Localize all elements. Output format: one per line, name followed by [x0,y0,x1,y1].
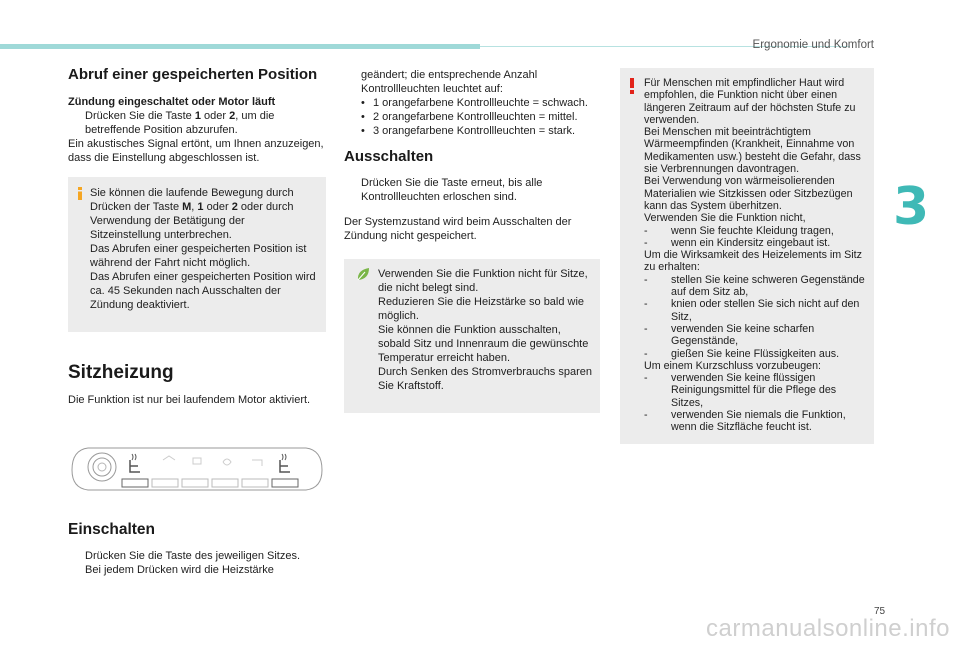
signal-text: Ein akustisches Signal ertönt, um Ihnen anzuzeigen, dass die Einstellung abgeschlossen ist. [68,138,324,164]
top-accent-bar [0,44,480,49]
section-title: Ergonomie und Komfort [752,39,874,51]
warning-list-item: - verwenden Sie keine flüssigen Reinigungsmittel für die Pflege des Sitzes, [644,372,837,409]
warning-text-4: Verwenden Sie die Funktion nicht, [644,212,806,225]
column-right [620,68,874,444]
info-icon [76,187,84,200]
page-number: 75 [874,606,886,617]
warning-text-5: Um die Wirksamkeit des Heizelements im Sitz zu erhalten: [644,249,862,274]
step-switch-off: Drücken Sie die Taste erneut, bis alle Kontrollleuchten erloschen sind. [361,177,543,203]
condition-text: Zündung eingeschaltet oder Motor läuft [68,96,276,108]
info-text-1: Sie können die laufende Bewegung durch Drücken der Taste M, 1 oder 2 oder durch Verwendung der Betätigung der Sitzeinstellung unterbrechen. [90,187,294,241]
intro-text: Die Funktion ist nur bei laufendem Motor aktiviert. [68,394,311,406]
warning-list-item: - wenn ein Kindersitz eingebaut ist. [644,236,831,249]
warning-list-item: - knien oder stellen Sie sich nicht auf den Sitz, [644,298,860,323]
step-recall: Drücken Sie die Taste 1 oder 2, um die betreffende Position abzurufen. [85,110,275,136]
warning-list-item: - gießen Sie keine Flüssigkeiten aus. [644,347,840,360]
level-item: • 1 orangefarbene Kontrollleuchte = schwach. [361,97,588,109]
warning-list-item: - stellen Sie keine schweren Gegenstände auf dem Sitz ab, [644,273,865,299]
column-middle [344,68,600,413]
warning-text-6: Um einem Kurzschluss vorzubeugen: [644,359,822,372]
chapter-number: 3 [893,177,930,237]
eco-text-4: Durch Senken des Stromverbrauchs sparen Sie Kraftstoff. [378,366,592,392]
heading-recall-position: Abruf einer gespeicherten Position [68,66,318,83]
seat-heating-console-illustration [68,430,326,500]
heading-switch-off: Ausschalten [344,148,434,165]
step-switch-on-2: Bei jedem Drücken wird die Heizstärke [85,564,274,576]
console-drawing [68,430,326,500]
column-left [68,66,326,577]
state-text: Der Systemzustand wird beim Ausschalten der Zündung nicht gespeichert. [344,216,572,242]
level-list [344,96,600,138]
info-text-3: Das Abrufen einer gespeicherten Position wird ca. 45 Sekunden nach Ausschalten der Zündung deaktiviert. [90,271,316,311]
eco-text-3: Sie können die Funktion ausschalten, sobald Sitz und Innenraum die gewünschte Temperatur erreicht haben. [378,324,589,364]
info-box [68,177,326,332]
info-text-2: Das Abrufen einer gespeicherten Position ist während der Fahrt nicht möglich. [90,243,307,269]
eco-text-2: Reduzieren Sie die Heizstärke so bald wie möglich. [378,296,585,322]
warning-text-1: Für Menschen mit empfindlicher Haut wird empfohlen, die Funktion nicht über einen längeren Zeitraum auf der höchsten Stufe zu verwenden. [644,77,856,126]
warning-box [620,68,874,444]
heading-seat-heating: Sitzheizung [68,362,174,383]
eco-text-1: Verwenden Sie die Funktion nicht für Sitze, die nicht belegt sind. [378,268,588,294]
warning-text-3: Bei Verwendung von wärmeisolierenden Materialien wie Sitzkissen oder Sitzbezügen kann das System überhitzen. [644,175,853,212]
warning-icon [628,78,636,94]
warning-list-item: - wenn Sie feuchte Kleidung tragen, [644,224,834,237]
watermark: carmanualsonline.info [706,615,950,642]
warning-text-2: Bei Menschen mit beeinträchtigtem Wärmeempfinden (Krankheit, Einnahme von Medikamenten usw.) besteht die Gefahr, dass sie Verbrennungen davontragen. [644,126,861,176]
warning-list-item: - verwenden Sie keine scharfen Gegenstände, [644,322,815,348]
eco-box [344,259,600,413]
level-item: • 3 orangefarbene Kontrollleuchten = stark. [361,125,576,137]
continued-text: geändert; die entsprechende Anzahl Kontrollleuchten leuchtet auf: [361,69,538,95]
heading-switch-on: Einschalten [68,521,155,538]
level-item: • 2 orangefarbene Kontrollleuchten = mittel. [361,111,578,123]
warning-list-item: - verwenden Sie niemals die Funktion, wenn die Sitzfläche feucht ist. [644,409,846,434]
step-switch-on-1: Drücken Sie die Taste des jeweiligen Sitzes. [85,550,301,562]
leaf-icon [356,266,370,282]
